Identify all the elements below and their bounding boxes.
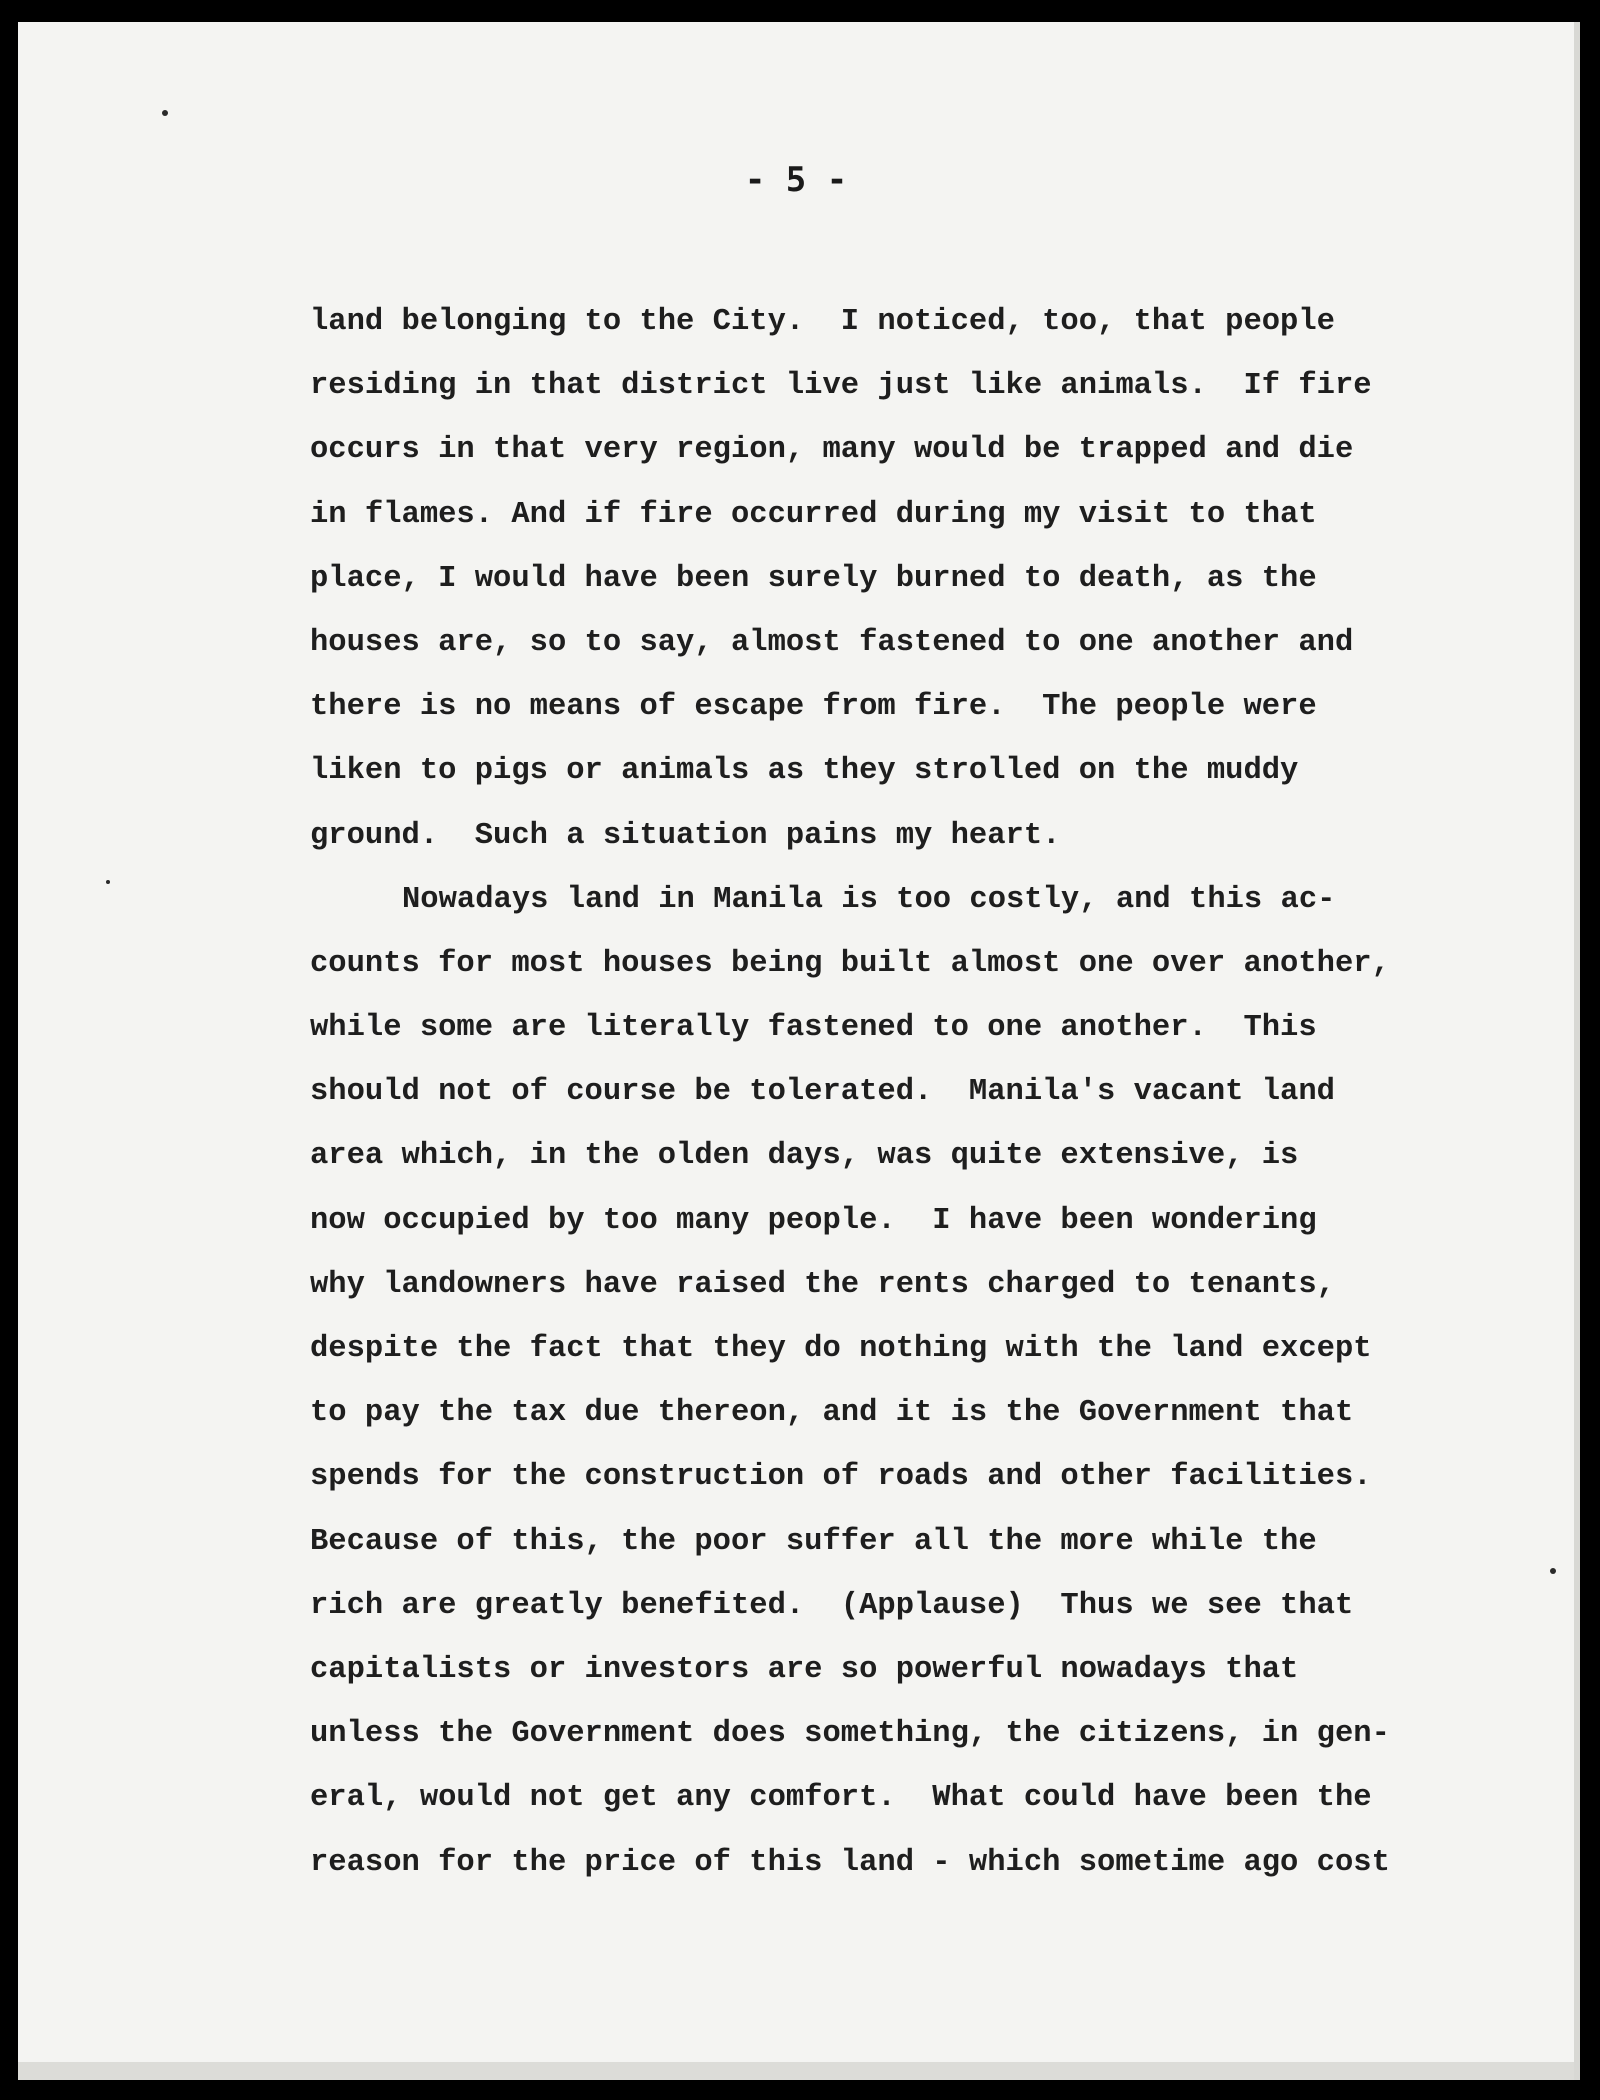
text-line: despite the fact that they do nothing with the land except	[310, 1332, 1372, 1366]
text-line: eral, would not get any comfort. What could have been the	[310, 1781, 1372, 1816]
scan-speck	[1550, 1568, 1556, 1574]
text-line: unless the Government does something, the citizens, in gen-	[310, 1717, 1390, 1752]
text-line: counts for most houses being built almost one over another,	[310, 946, 1390, 981]
text-line: now occupied by too many people. I have been wondering	[310, 1203, 1317, 1238]
text-line: there is no means of escape from fire. The people were	[310, 690, 1317, 725]
text-line: while some are literally fastened to one another. This	[310, 1011, 1317, 1046]
text-line: should not of course be tolerated. Manila's vacant land	[310, 1075, 1335, 1110]
text-line: ground. Such a situation pains my heart.	[310, 818, 1061, 853]
body-text	[310, 290, 1510, 1895]
text-line: residing in that district live just like animals. If fire	[310, 369, 1372, 404]
text-line: spends for the construction of roads and other facilities.	[310, 1460, 1372, 1495]
text-line: rich are greatly benefited. (Applause) Thus we see that	[310, 1588, 1354, 1623]
page-number: - 5 -	[744, 160, 848, 200]
text-line: land belonging to the City. I noticed, too, that people	[310, 305, 1335, 339]
text-line: in flames. And if fire occurred during my visit to that	[310, 497, 1317, 532]
text-line: why landowners have raised the rents charged to tenants,	[310, 1267, 1335, 1302]
text-line: reason for the price of this land - which sometime ago cost	[310, 1845, 1390, 1880]
scan-speck	[162, 110, 168, 116]
text-line: place, I would have been surely burned to death, as the	[310, 561, 1317, 596]
text-line: occurs in that very region, many would be trapped and die	[310, 433, 1354, 468]
text-line: area which, in the olden days, was quite extensive, is	[310, 1139, 1299, 1174]
text-line: to pay the tax due thereon, and it is the Government that	[310, 1396, 1354, 1431]
text-line: houses are, so to say, almost fastened to one another and	[310, 625, 1354, 660]
text-line: liken to pigs or animals as they strolled on the muddy	[310, 754, 1299, 789]
text-line: Because of this, the poor suffer all the more while the	[310, 1524, 1317, 1559]
document-page	[18, 22, 1580, 2080]
text-line: capitalists or investors are so powerful nowadays that	[310, 1652, 1299, 1687]
paragraph-start-line: Nowadays land in Manila is too costly, and this ac-	[402, 882, 1336, 917]
scan-speck	[106, 880, 110, 884]
